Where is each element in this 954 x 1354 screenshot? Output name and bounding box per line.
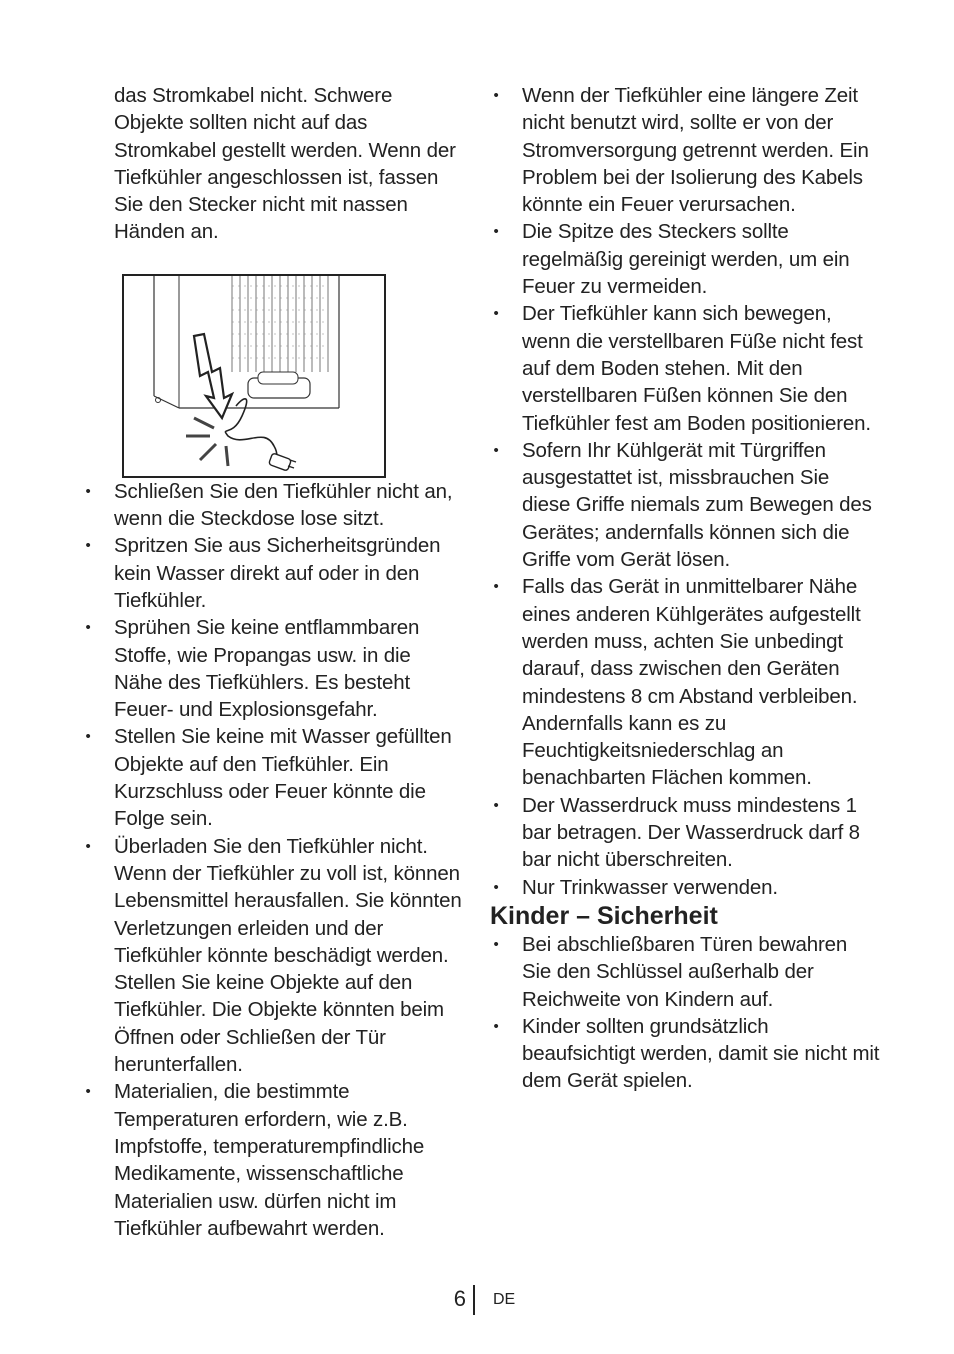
list-item: • Der Wasserdruck muss mindestens 1 bar betragen. Der Wasserdruck darf 8 bar nicht überschreiten. [490, 792, 880, 874]
list-item: • Die Spitze des Steckers sollte regelmäßig gereinigt werden, um ein Feuer zu vermeiden. [490, 218, 880, 300]
left-column [82, 82, 462, 1242]
list-item: • Überladen Sie den Tiefkühler nicht. Wenn der Tiefkühler zu voll ist, können Lebensmittel herausfallen. Sie könnten Verletzungen erleiden und der Tiefkühler könnte beschädigt werden. Stellen Sie keine Objekte auf den Tiefkühler. Die Objekte könnten beim Öffnen oder Schließen der Tür herunterfallen. [82, 833, 462, 1079]
bullet-icon: • [493, 878, 499, 896]
list-item: • Sprühen Sie keine entflammbaren Stoffe, wie Propangas usw. in die Nähe des Tiefkühlers. Es besteht Feuer- und Explosionsgefahr. [82, 614, 462, 723]
page-footer [0, 1285, 954, 1315]
bullet-icon: • [85, 1083, 91, 1101]
bullet-icon: • [493, 1017, 499, 1035]
bullet-icon: • [493, 441, 499, 459]
language-code: DE [493, 1291, 516, 1308]
bullet-icon: • [85, 482, 91, 500]
freezer-back-plug-drawing [124, 276, 384, 476]
footer-divider [473, 1285, 475, 1315]
page-number: 6 [453, 1286, 466, 1311]
list-item: • Stellen Sie keine mit Wasser gefüllten Objekte auf den Tiefkühler. Ein Kurzschluss oder Feuer könnte die Folge sein. [82, 723, 462, 832]
list-item: • Wenn der Tiefkühler eine längere Zeit nicht benutzt wird, sollte er von der Stromversorgung getrennt werden. Ein Problem bei der Isolierung des Kabels könnte ein Feuer verursachen. [490, 82, 880, 218]
list-item: • Materialien, die bestimmte Temperaturen erfordern, wie z.B. Impfstoffe, temperaturempfindliche Medikamente, wissenschaftliche Materialien usw. dürfen nicht im Tiefkühler aufbewahrt werden. [82, 1078, 462, 1242]
bullet-icon: • [85, 619, 91, 637]
list-item: • Bei abschließbaren Türen bewahren Sie den Schlüssel außerhalb der Reichweite von Kindern auf. [490, 931, 880, 1013]
child-safety-bullet-list [490, 931, 880, 1095]
left-bullet-list [82, 478, 462, 1242]
bullet-icon: • [493, 87, 499, 104]
section-heading-child-safety: Kinder – Sicherheit [490, 901, 718, 930]
right-column [490, 82, 880, 1095]
bullet-icon: • [493, 305, 499, 323]
list-item: • Der Tiefkühler kann sich bewegen, wenn die verstellbaren Füße nicht fest auf dem Boden stehen. Mit den verstellbaren Füßen können Sie den Tiefkühler fest am Boden positionieren. [490, 300, 880, 436]
list-item: • Nur Trinkwasser verwenden. [490, 874, 880, 901]
list-item: • Falls das Gerät in unmittelbarer Nähe eines anderen Kühlgerätes aufgestellt werden muss, achten Sie unbedingt darauf, dass zwischen den Geräten mindestens 8 cm Abstand verbleiben. Andernfalls kann es zu Feuchtigkeitsniederschlag an benachbarten Flächen kommen. [490, 573, 880, 791]
bullet-icon: • [85, 537, 91, 555]
bullet-icon: • [85, 837, 91, 855]
list-item: • Sofern Ihr Kühlgerät mit Türgriffen ausgestattet ist, missbrauchen Sie diese Griffe niemals zum Bewegen des Gerätes; andernfalls können sich die Griffe vom Gerät lösen. [490, 437, 880, 573]
list-item: • Kinder sollten grundsätzlich beaufsichtigt werden, damit sie nicht mit dem Gerät spielen. [490, 1013, 880, 1095]
list-item: • Schließen Sie den Tiefkühler nicht an, wenn die Steckdose lose sitzt. [82, 478, 462, 533]
bullet-icon: • [493, 935, 499, 953]
bullet-icon: • [493, 223, 499, 241]
power-plug-warning-illustration [122, 274, 386, 478]
bullet-icon: • [493, 578, 499, 596]
intro-paragraph: das Stromkabel nicht. Schwere Objekte sollten nicht auf das Stromkabel gestellt werden. Wenn der Tiefkühler angeschlossen ist, fassen Sie den Stecker nicht mit nassen Händen an. [114, 84, 456, 244]
right-bullet-list [490, 82, 880, 901]
bullet-icon: • [493, 796, 499, 814]
bullet-icon: • [85, 728, 91, 746]
list-item: • Spritzen Sie aus Sicherheitsgründen kein Wasser direkt auf oder in den Tiefkühler. [82, 532, 462, 614]
